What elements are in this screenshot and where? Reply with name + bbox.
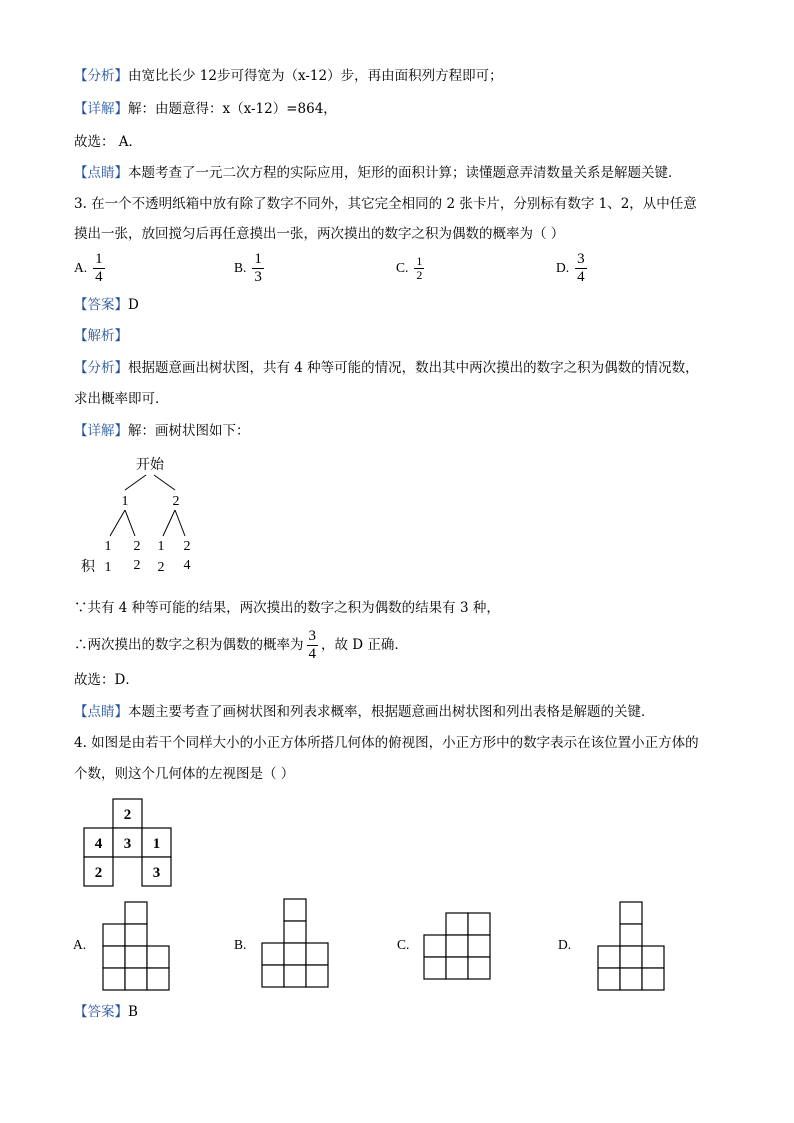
answer-value: D xyxy=(128,297,139,313)
q3-stem-line-1: 3. 在一个不透明纸箱中放有除了数字不同外，其它完全相同的 2 张卡片，分别标有数字 1、2，从中任意 xyxy=(74,196,697,212)
q4-choice-b-figure xyxy=(261,898,331,990)
q3-conclusion-2 xyxy=(74,626,408,664)
q4-choice-b-label: B. xyxy=(234,937,247,952)
q3-stem-line-2: 摸出一张，放回搅匀后再任意摸出一张，两次摸出的数字之积为偶数的概率为（ ） xyxy=(74,226,565,242)
option-fraction: $\frac{3}{4}$ xyxy=(577,250,585,285)
xiangjie-text: 解：画树状图如下： xyxy=(128,423,250,439)
dianjing-text: 本题主要考查了画树状图和列表求概率，根据题意画出树状图和列出表格是解题的关键． xyxy=(128,704,655,720)
tree-level1-node: 2 xyxy=(172,494,180,509)
product-value: 1 xyxy=(104,560,112,575)
product-value: 2 xyxy=(133,558,141,573)
product-value: 4 xyxy=(183,558,191,573)
q4-choice-c-figure xyxy=(423,912,493,982)
tree-branch xyxy=(163,510,175,536)
option-fraction: $\frac{1}{3}$ xyxy=(254,250,262,285)
grid-number: 3 xyxy=(123,836,132,852)
q4-choice-d-figure xyxy=(597,901,667,993)
answer-value: B xyxy=(128,1004,138,1020)
tree-branch xyxy=(154,475,175,490)
comment-paragraph xyxy=(74,163,682,183)
grid-number: 1 xyxy=(152,836,161,852)
q3-option-a xyxy=(74,248,105,288)
option-label: B. xyxy=(234,260,247,275)
conclusion-text-end: ，故 D 正确． xyxy=(321,637,408,653)
q4-choice-d-label: D. xyxy=(558,937,572,952)
detail-paragraph xyxy=(74,99,337,119)
analysis-heading-tag: 【解析】 xyxy=(74,328,128,344)
option-label: A. xyxy=(74,260,88,275)
fenxi-tag: 【分析】 xyxy=(74,360,128,376)
tree-branch xyxy=(110,510,125,536)
choice-conclusion: 故选： A． xyxy=(74,134,143,150)
xiangjie-tag: 【详解】 xyxy=(74,423,128,439)
detail-tag: 【详解】 xyxy=(74,101,128,117)
product-label: 积 xyxy=(81,560,95,575)
dianjing-tag: 【点睛】 xyxy=(74,704,128,720)
tree-level2-node: 1 xyxy=(157,539,165,554)
tree-branch xyxy=(125,510,135,536)
q3-answer xyxy=(74,295,139,315)
tree-branch xyxy=(175,510,185,536)
q3-xiangjie xyxy=(74,421,250,441)
q4-choice-a-label: A. xyxy=(73,937,87,952)
tree-branch xyxy=(125,475,146,490)
q4-choice-a-figure xyxy=(102,900,172,992)
fenxi-text: 根据题意画出树状图，共有 4 种等可能的情况，数出其中两次摸出的数字之积为偶数的情况数， xyxy=(128,360,699,376)
q3-fenxi-line-2: 求出概率即可． xyxy=(74,391,169,407)
tree-level2-node: 2 xyxy=(183,539,191,554)
option-fraction: $\frac{1}{4}$ xyxy=(95,250,103,285)
option-label: D. xyxy=(556,260,570,275)
grid-number: 2 xyxy=(94,865,103,881)
product-value: 2 xyxy=(157,560,165,575)
detail-text: 解：由题意得：x（x-12）=864， xyxy=(128,101,337,117)
answer-tag: 【答案】 xyxy=(74,297,128,313)
answer-tag: 【答案】 xyxy=(74,1004,128,1020)
tree-diagram xyxy=(70,450,220,580)
grid-number: 4 xyxy=(94,836,103,852)
q4-stem-line-1: 4. 如图是由若干个同样大小的小正方体所搭几何体的俯视图，小正方形中的数字表示在该位置小正方体的 xyxy=(74,735,699,751)
tree-level2-node: 1 xyxy=(104,539,112,554)
top-view-grid xyxy=(83,798,175,888)
q4-choice-c-label: C. xyxy=(397,937,410,952)
comment-tag: 【点睛】 xyxy=(74,165,128,181)
conclusion-fraction: $\frac{3}{4}$ xyxy=(308,627,316,662)
q4-answer xyxy=(74,1002,138,1022)
comment-text: 本题考查了一元二次方程的实际应用，矩形的面积计算；读懂题意弄清数量关系是解题关键． xyxy=(128,165,682,181)
grid-number: 3 xyxy=(152,865,161,881)
analysis-paragraph xyxy=(74,66,503,86)
q3-option-b xyxy=(234,248,264,288)
tree-level2-node: 2 xyxy=(133,539,141,554)
q3-comment xyxy=(74,702,655,722)
q3-fenxi-line-1 xyxy=(74,358,699,378)
q3-option-c xyxy=(396,248,424,288)
analysis-text: 由宽比长少 12步可得宽为（x-12）步，再由面积列方程即可； xyxy=(128,68,503,84)
analysis-tag: 【分析】 xyxy=(74,68,128,84)
q3-analysis-heading xyxy=(74,326,128,346)
conclusion-text: ∴两次摸出的数字之积为偶数的概率为 xyxy=(74,637,304,653)
q3-conclusion-1: ∵共有 4 种等可能的结果，两次摸出的数字之积为偶数的结果有 3 种， xyxy=(74,600,500,616)
option-fraction: $\frac{1}{2}$ xyxy=(416,253,423,282)
q3-option-d xyxy=(556,248,587,288)
tree-root: 开始 xyxy=(136,458,164,473)
grid-number: 2 xyxy=(123,807,132,823)
tree-level1-node: 1 xyxy=(121,494,129,509)
q3-conclusion-3: 故选：D． xyxy=(74,672,139,688)
option-label: C. xyxy=(396,260,409,275)
q4-stem-line-2: 个数，则这个几何体的左视图是（ ） xyxy=(74,766,295,782)
